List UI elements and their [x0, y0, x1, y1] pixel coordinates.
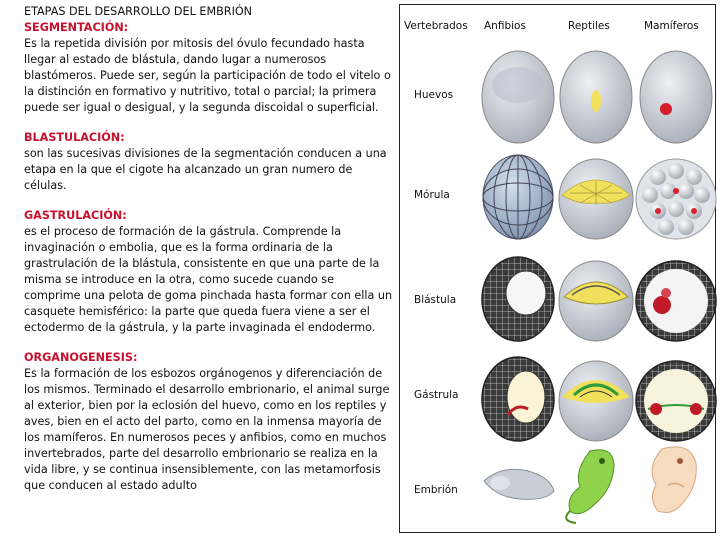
gastrula-amphibian-illustration — [482, 357, 554, 441]
section-body: son las sucesivas divisiones de la segmentación conducen a una etapa en la que el cigote ha alcanzado un gran numero de células. — [24, 147, 387, 192]
embryo-stages-figure — [399, 4, 716, 533]
section-organogenesis — [24, 350, 394, 494]
section-title: GASTRULACIÓN: — [24, 209, 127, 222]
header-vertebrados: Vertebrados — [404, 20, 468, 32]
row-label-gastrula: Gástrula — [414, 389, 459, 401]
gastrula-reptile-illustration — [559, 361, 633, 441]
column-label-mamiferos: Mamíferos — [644, 20, 699, 32]
section-title: BLASTULACIÓN: — [24, 131, 125, 144]
gastrula-mammal-illustration — [636, 361, 716, 441]
row-label-huevos: Huevos — [414, 89, 454, 101]
blastula-mammal-illustration — [636, 261, 716, 341]
section-body: Es la formación de los esbozos orgánogenos y diferenciación de los mismos. Terminado el desarrollo embrionario, el animal surge al exterior, bien por la eclosión del huevo, como en los reptiles y aves, bien en el acto del parto, como en la inmensa mayoría de los mamíferos. En numerosos peces y anfibios, como en muchos invertebrados, parte del desarrollo embrionario se realiza en la vida libre, y se continua insensiblemente, con las metamorfosis que conducen al estado adulto — [24, 367, 390, 492]
egg-mammal-illustration — [640, 51, 712, 143]
section-body: es el proceso de formación de la gástrula. Comprende la invaginación o embolia, que es la forma ordinaria de la grastrulación de la blástula, consistente en que una parte de la misma se introduce en la otra, como sucede cuando se comprime una pelota de goma pinchada hasta formar con ella un casquete hemisférico: la parte que queda fuera viene a ser el ectodermo de la gástrula, y la parte invaginada el endodermo. — [24, 225, 393, 334]
row-label-blastula: Blástula — [414, 294, 457, 306]
embryo-mammal-illustration — [652, 447, 696, 513]
embryo-reptile-illustration — [566, 450, 614, 523]
section-title: SEGMENTACIÓN: — [24, 21, 129, 34]
section-body: Es la repetida división por mitosis del óvulo fecundado hasta llegar al estado de blástula, dando lugar a numerosos blastómeros. Puede ser, según la participación de todo el vitelo o la distinción en formativo y nutritivo, total o parcial; la primera puede ser igual o desigual, y la segunda discoidal o superficial. — [24, 37, 391, 114]
text-column — [24, 4, 394, 508]
section-blastulacion — [24, 130, 394, 194]
section-gastrulacion — [24, 208, 394, 336]
column-label-reptiles: Reptiles — [568, 20, 610, 32]
column-label-anfibios: Anfibios — [484, 20, 526, 32]
embryo-amphibian-illustration — [484, 469, 554, 499]
morula-reptile-illustration — [559, 159, 633, 239]
section-title: ORGANOGENESIS: — [24, 351, 138, 364]
section-segmentacion — [24, 20, 394, 116]
egg-reptile-illustration — [560, 51, 632, 143]
embryo-stages-svg — [400, 5, 717, 534]
morula-amphibian-illustration — [483, 155, 553, 239]
blastula-reptile-illustration — [559, 261, 633, 341]
row-label-embrion: Embrión — [414, 484, 458, 496]
page-title: ETAPAS DEL DESARROLLO DEL EMBRIÓN — [24, 5, 253, 18]
egg-amphibian-illustration — [482, 51, 554, 143]
blastula-amphibian-illustration — [482, 257, 554, 341]
morula-mammal-illustration — [636, 159, 716, 239]
row-label-morula: Mórula — [414, 189, 450, 201]
